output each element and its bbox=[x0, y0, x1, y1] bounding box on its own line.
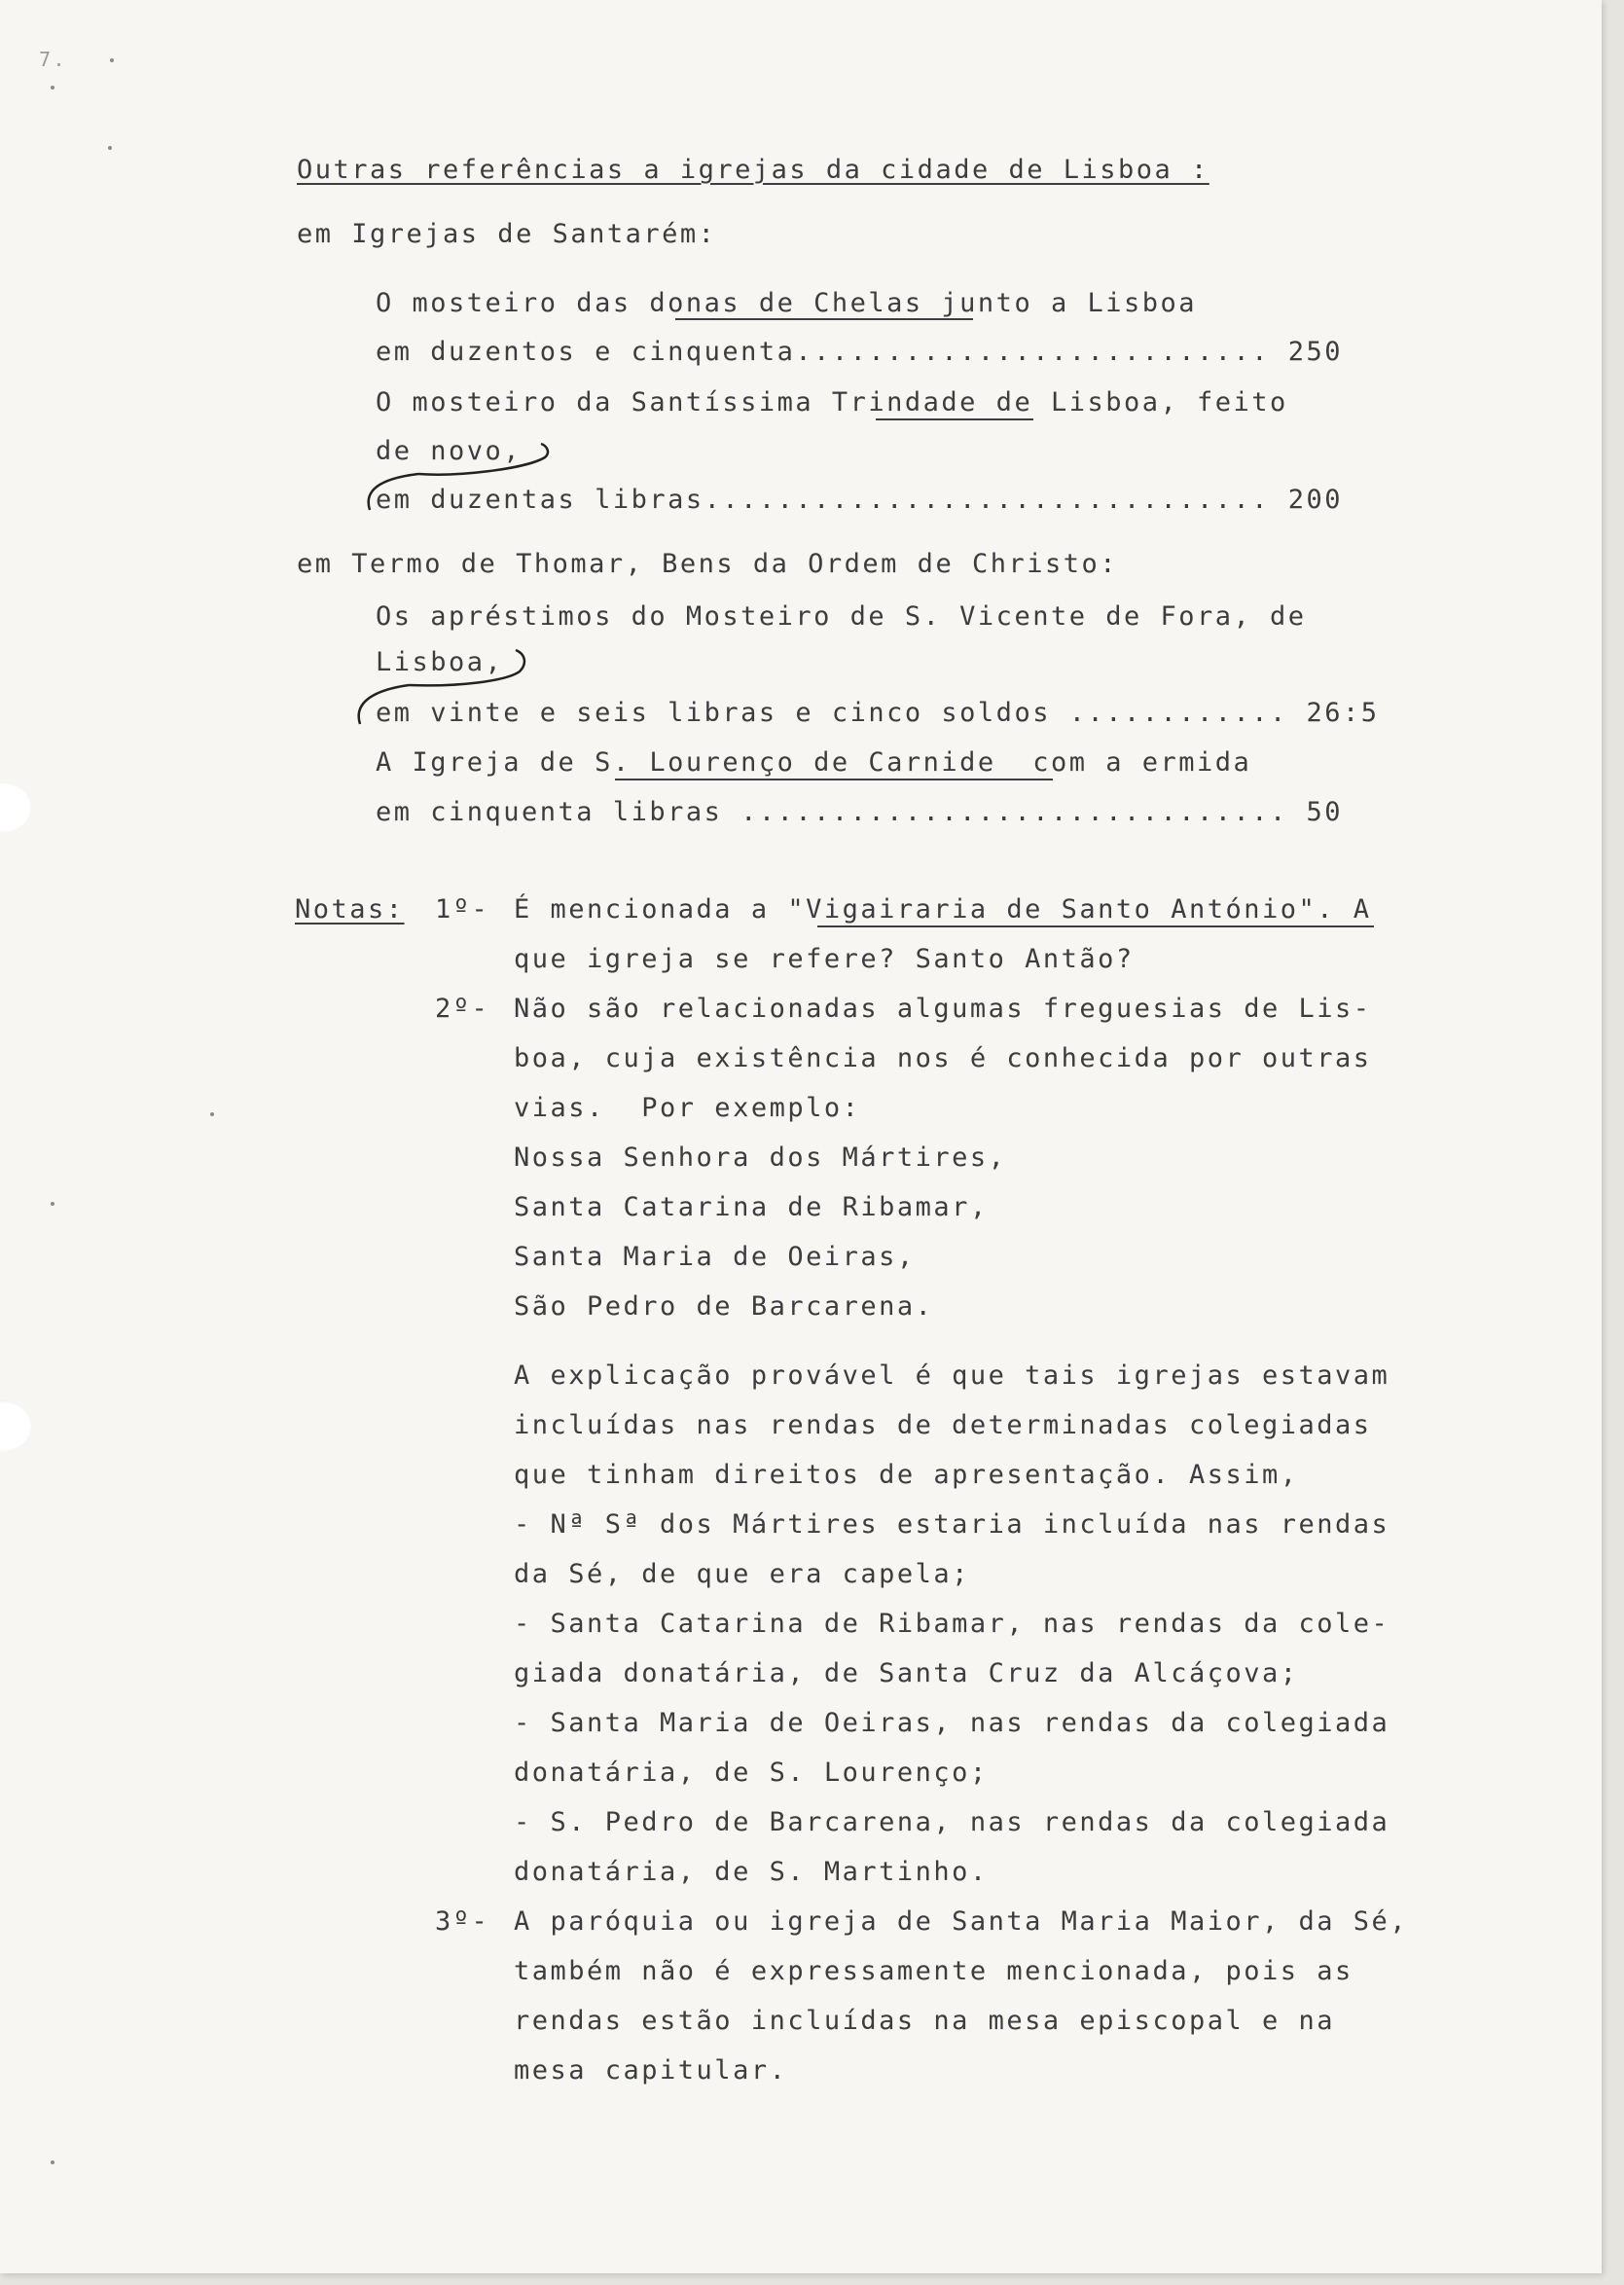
santarem-line: O mosteiro da Santíssima Trindade de Lisboa, feito bbox=[376, 387, 1288, 417]
note-3-line: mesa capitular. bbox=[514, 2055, 788, 2086]
note-2-para: que tinham direitos de apresentação. Assim, bbox=[514, 1460, 1299, 1490]
note-3-number: 3º- bbox=[435, 1906, 490, 1937]
thomar-line: em cinquenta libras .............................. 50 bbox=[376, 797, 1344, 827]
thomar-line: A Igreja de S. Lourenço de Carnide com a ermida bbox=[376, 747, 1252, 778]
note-2-para: giada donatária, de Santa Cruz da Alcáçova; bbox=[514, 1658, 1299, 1688]
note-2-para: da Sé, de que era capela; bbox=[514, 1559, 970, 1589]
note-2-para: donatária, de S. Martinho. bbox=[514, 1857, 989, 1887]
note-2-para: - Santa Maria de Oeiras, nas rendas da colegiada bbox=[514, 1708, 1390, 1738]
note-2-para: A explicação provável é que tais igrejas estavam bbox=[514, 1360, 1390, 1391]
note-1-line: É mencionada a "Vigairaria de Santo António". A bbox=[514, 894, 1372, 925]
note-2-line: Santa Catarina de Ribamar, bbox=[514, 1192, 989, 1222]
thomar-line: Lisboa, bbox=[376, 647, 504, 677]
note-3-line: rendas estão incluídas na mesa episcopal e na bbox=[514, 2006, 1335, 2036]
note-2-line: boa, cuja existência nos é conhecida por outras bbox=[514, 1043, 1372, 1073]
page-heading: Outras referências a igrejas da cidade de Lisboa : bbox=[297, 155, 1209, 185]
thomar-line: em vinte e seis libras e cinco soldos ............ 26:5 bbox=[376, 698, 1380, 728]
note-3-line: A paróquia ou igreja de Santa Maria Maior, da Sé, bbox=[514, 1906, 1409, 1937]
santarem-line: em duzentos e cinquenta.......................... 250 bbox=[376, 337, 1344, 367]
margin-mark: 7. bbox=[39, 48, 68, 71]
thomar-line: Os apréstimos do Mosteiro de S. Vicente de Fora, de bbox=[376, 601, 1307, 632]
note-2-line: vias. Por exemplo: bbox=[514, 1093, 861, 1123]
note-1-number: 1º- bbox=[435, 894, 490, 925]
santarem-label: em Igrejas de Santarém: bbox=[297, 219, 717, 249]
notes-label: Notas: bbox=[295, 894, 405, 925]
note-2-para: donatária, de S. Lourenço; bbox=[514, 1758, 989, 1788]
note-2-line: Santa Maria de Oeiras, bbox=[514, 1242, 916, 1272]
note-2-line: Nossa Senhora dos Mártires, bbox=[514, 1142, 1007, 1173]
santarem-line: em duzentas libras............................... 200 bbox=[376, 485, 1344, 515]
note-2-line: Não são relacionadas algumas freguesias de Lis- bbox=[514, 994, 1372, 1024]
santarem-line: O mosteiro das donas de Chelas junto a Lisboa bbox=[376, 288, 1197, 318]
note-2-para: - Santa Catarina de Ribamar, nas rendas da cole- bbox=[514, 1609, 1390, 1639]
santarem-line: de novo, bbox=[376, 436, 523, 466]
note-3-line: também não é expressamente mencionada, pois as bbox=[514, 1956, 1353, 1986]
note-2-number: 2º- bbox=[435, 994, 490, 1024]
thomar-label: em Termo de Thomar, Bens da Ordem de Christo: bbox=[297, 549, 1118, 579]
note-1-line: que igreja se refere? Santo Antão? bbox=[514, 944, 1135, 974]
note-2-para: - Nª Sª dos Mártires estaria incluída nas rendas bbox=[514, 1509, 1390, 1540]
note-2-para: incluídas nas rendas de determinadas colegiadas bbox=[514, 1410, 1372, 1440]
note-2-para: - S. Pedro de Barcarena, nas rendas da colegiada bbox=[514, 1807, 1390, 1837]
note-2-line: São Pedro de Barcarena. bbox=[514, 1291, 934, 1322]
